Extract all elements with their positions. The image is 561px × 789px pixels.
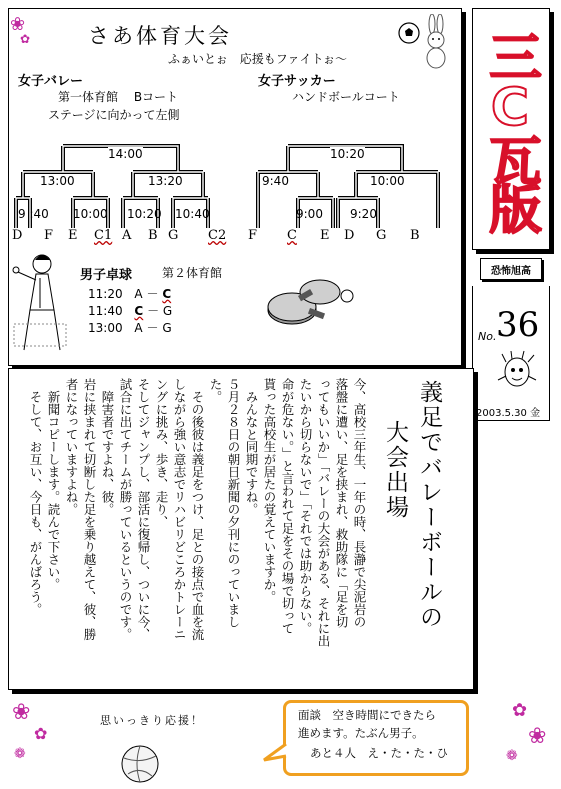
note-line1: 面談 空き時間にできたら: [298, 708, 436, 722]
tt-team-b: C: [162, 287, 172, 301]
article-line: ってもいいか」「バレーの大会がある、それに出: [316, 378, 331, 647]
flower-ornament-icon: ✿: [20, 32, 31, 46]
sc-team: B: [410, 228, 420, 243]
article-body: [14, 378, 368, 680]
tt-team-a: C: [134, 304, 144, 318]
sc-final-time: 10:20: [330, 147, 365, 161]
volleyball-venue: 第一体育館 Bコート: [58, 90, 179, 104]
masthead-title: [474, 14, 546, 246]
vb-team: C1: [94, 228, 113, 243]
tt-team-b: G: [162, 304, 173, 318]
article-line: しながら強い意志でリハビリどころかトレーニ: [172, 378, 187, 641]
headline-line2: 大会出場: [382, 420, 408, 520]
article-line: 岩に挟まれて切断した足を乗り越えて、彼、勝: [82, 378, 97, 641]
sc-semi-right-time: 10:00: [370, 174, 405, 188]
note-callout: [283, 700, 469, 776]
tt-sep: －: [147, 304, 160, 318]
headline-line1: 義足でバレーボールの: [416, 380, 442, 630]
volleyball-icon: [120, 744, 160, 784]
article-line: そして、お互い、今日も、がんばろう。: [28, 378, 43, 616]
vb-team: E: [68, 228, 78, 243]
vb-team: F: [44, 228, 54, 243]
tt-team-a: A: [134, 287, 143, 301]
vb-q4-time: 10:40: [175, 207, 210, 221]
article-line: 新聞コピーします。読んで下さい。: [46, 378, 61, 591]
tt-heading: 男子卓球: [80, 268, 133, 283]
tt-match-row: [88, 319, 172, 336]
vb-final-time: 14:00: [108, 147, 143, 161]
article-line: みんなと同期ですね。: [244, 378, 259, 516]
sc-team: F: [248, 228, 258, 243]
event-title: さあ体育大会: [88, 24, 232, 48]
vb-semi-right-time: 13:20: [148, 174, 183, 188]
sc-team: G: [376, 228, 387, 243]
issue-prefix: No.: [478, 330, 497, 343]
vb-team: C2: [208, 228, 227, 243]
cheer-text: 思いっきり応援！: [100, 714, 204, 727]
issue-number: 36: [496, 305, 540, 345]
vb-team: B: [148, 228, 158, 243]
tt-team-b: G: [162, 321, 172, 335]
article-line: 者になっていますよね。: [64, 378, 79, 516]
vb-q2-time: 10:00: [73, 207, 108, 221]
sc-q1-time: 9:00: [296, 207, 323, 221]
rabbit-icon: [418, 14, 454, 70]
flower-ornament-icon: ❁: [14, 746, 26, 762]
issue-date: 2003.5.30 金: [476, 408, 541, 419]
tt-match-time: 11:20: [88, 287, 123, 301]
volleyball-heading: 女子バレー: [18, 74, 84, 89]
article-headline: [378, 380, 446, 680]
sc-q2-time: 9:20: [350, 207, 377, 221]
tt-match-time: 13:00: [88, 321, 123, 335]
tt-venue: 第２体育館: [162, 266, 223, 280]
soccer-venue: ハンドボールコート: [292, 90, 400, 104]
flower-ornament-icon: ✿: [512, 700, 528, 721]
article-line: ５月２８日の朝日新聞の夕刊にのっていまし: [226, 378, 241, 628]
soccer-heading: 女子サッカー: [258, 74, 336, 89]
sc-team: C: [287, 228, 297, 243]
flower-ornament-icon: ❀: [10, 14, 26, 35]
vb-q3-time: 10:20: [127, 207, 162, 221]
article-line: ングに挑み、歩き、走り、: [154, 378, 169, 528]
stamp-text: 恐怖旭高: [491, 266, 531, 277]
flower-ornament-icon: ❁: [506, 748, 518, 764]
note-line3: あと４人 え・た・た・ひ: [310, 746, 448, 760]
sc-team: D: [344, 228, 355, 243]
vb-team: A: [122, 228, 132, 243]
article-line: 試合に出てチームが勝っているというのです。: [118, 378, 133, 641]
vb-semi-left-time: 13:00: [40, 174, 75, 188]
sc-semi-left-time: 9:40: [262, 174, 289, 188]
flower-ornament-icon: ✿: [34, 724, 48, 743]
vb-team: G: [168, 228, 179, 243]
player-illustration-icon: [10, 250, 70, 360]
note-line2: 進めます。たぶん男子。: [298, 726, 424, 740]
callout-pointer: [262, 742, 288, 766]
article-line: た。: [208, 378, 223, 403]
tt-match-time: 11:40: [88, 304, 123, 318]
flower-ornament-icon: ❀: [528, 724, 547, 749]
event-subtitle: ふぁいとぉ 応援もファイトぉ～: [168, 52, 348, 66]
stamp-badge: [480, 258, 542, 280]
tt-match-row: [88, 302, 172, 319]
ping-pong-paddles-icon: [262, 270, 358, 340]
soccer-ball-icon: [398, 22, 420, 44]
tt-match-row: [88, 285, 171, 302]
vb-team: D: [12, 228, 23, 243]
article-line: たいから切らないで」「それでは助からない。: [298, 378, 313, 635]
character-doodle-icon: [494, 350, 540, 396]
masthead-title-text: 三C瓦版: [480, 30, 540, 230]
tt-sep: －: [146, 321, 159, 335]
article-line: 落盤に遭い、足を挟まれ、救助隊に「足を切: [334, 378, 349, 628]
sc-team: E: [320, 228, 330, 243]
article-line: 今、高校三年生、一年の時、長瀞で尖泥岩の: [352, 378, 367, 628]
flower-ornament-icon: ❀: [12, 700, 31, 725]
article-line: 命が危ない。」と言われて足をその場で切って: [280, 378, 295, 635]
tt-team-a: A: [134, 321, 143, 335]
article-line: 障害者ですよね、彼。: [100, 378, 115, 516]
vb-q1-time: 9 :40: [18, 207, 49, 221]
volleyball-direction: ステージに向かって左側: [48, 108, 180, 122]
article-line: その後彼は義足をつけ、足との接点で血を流: [190, 378, 205, 641]
tt-sep: －: [146, 287, 159, 301]
article-line: 貰った高校生が居たの覚えていますか。: [262, 378, 277, 603]
article-line: そしてジャンプし、部活に復帰し、ついに今、: [136, 378, 151, 641]
